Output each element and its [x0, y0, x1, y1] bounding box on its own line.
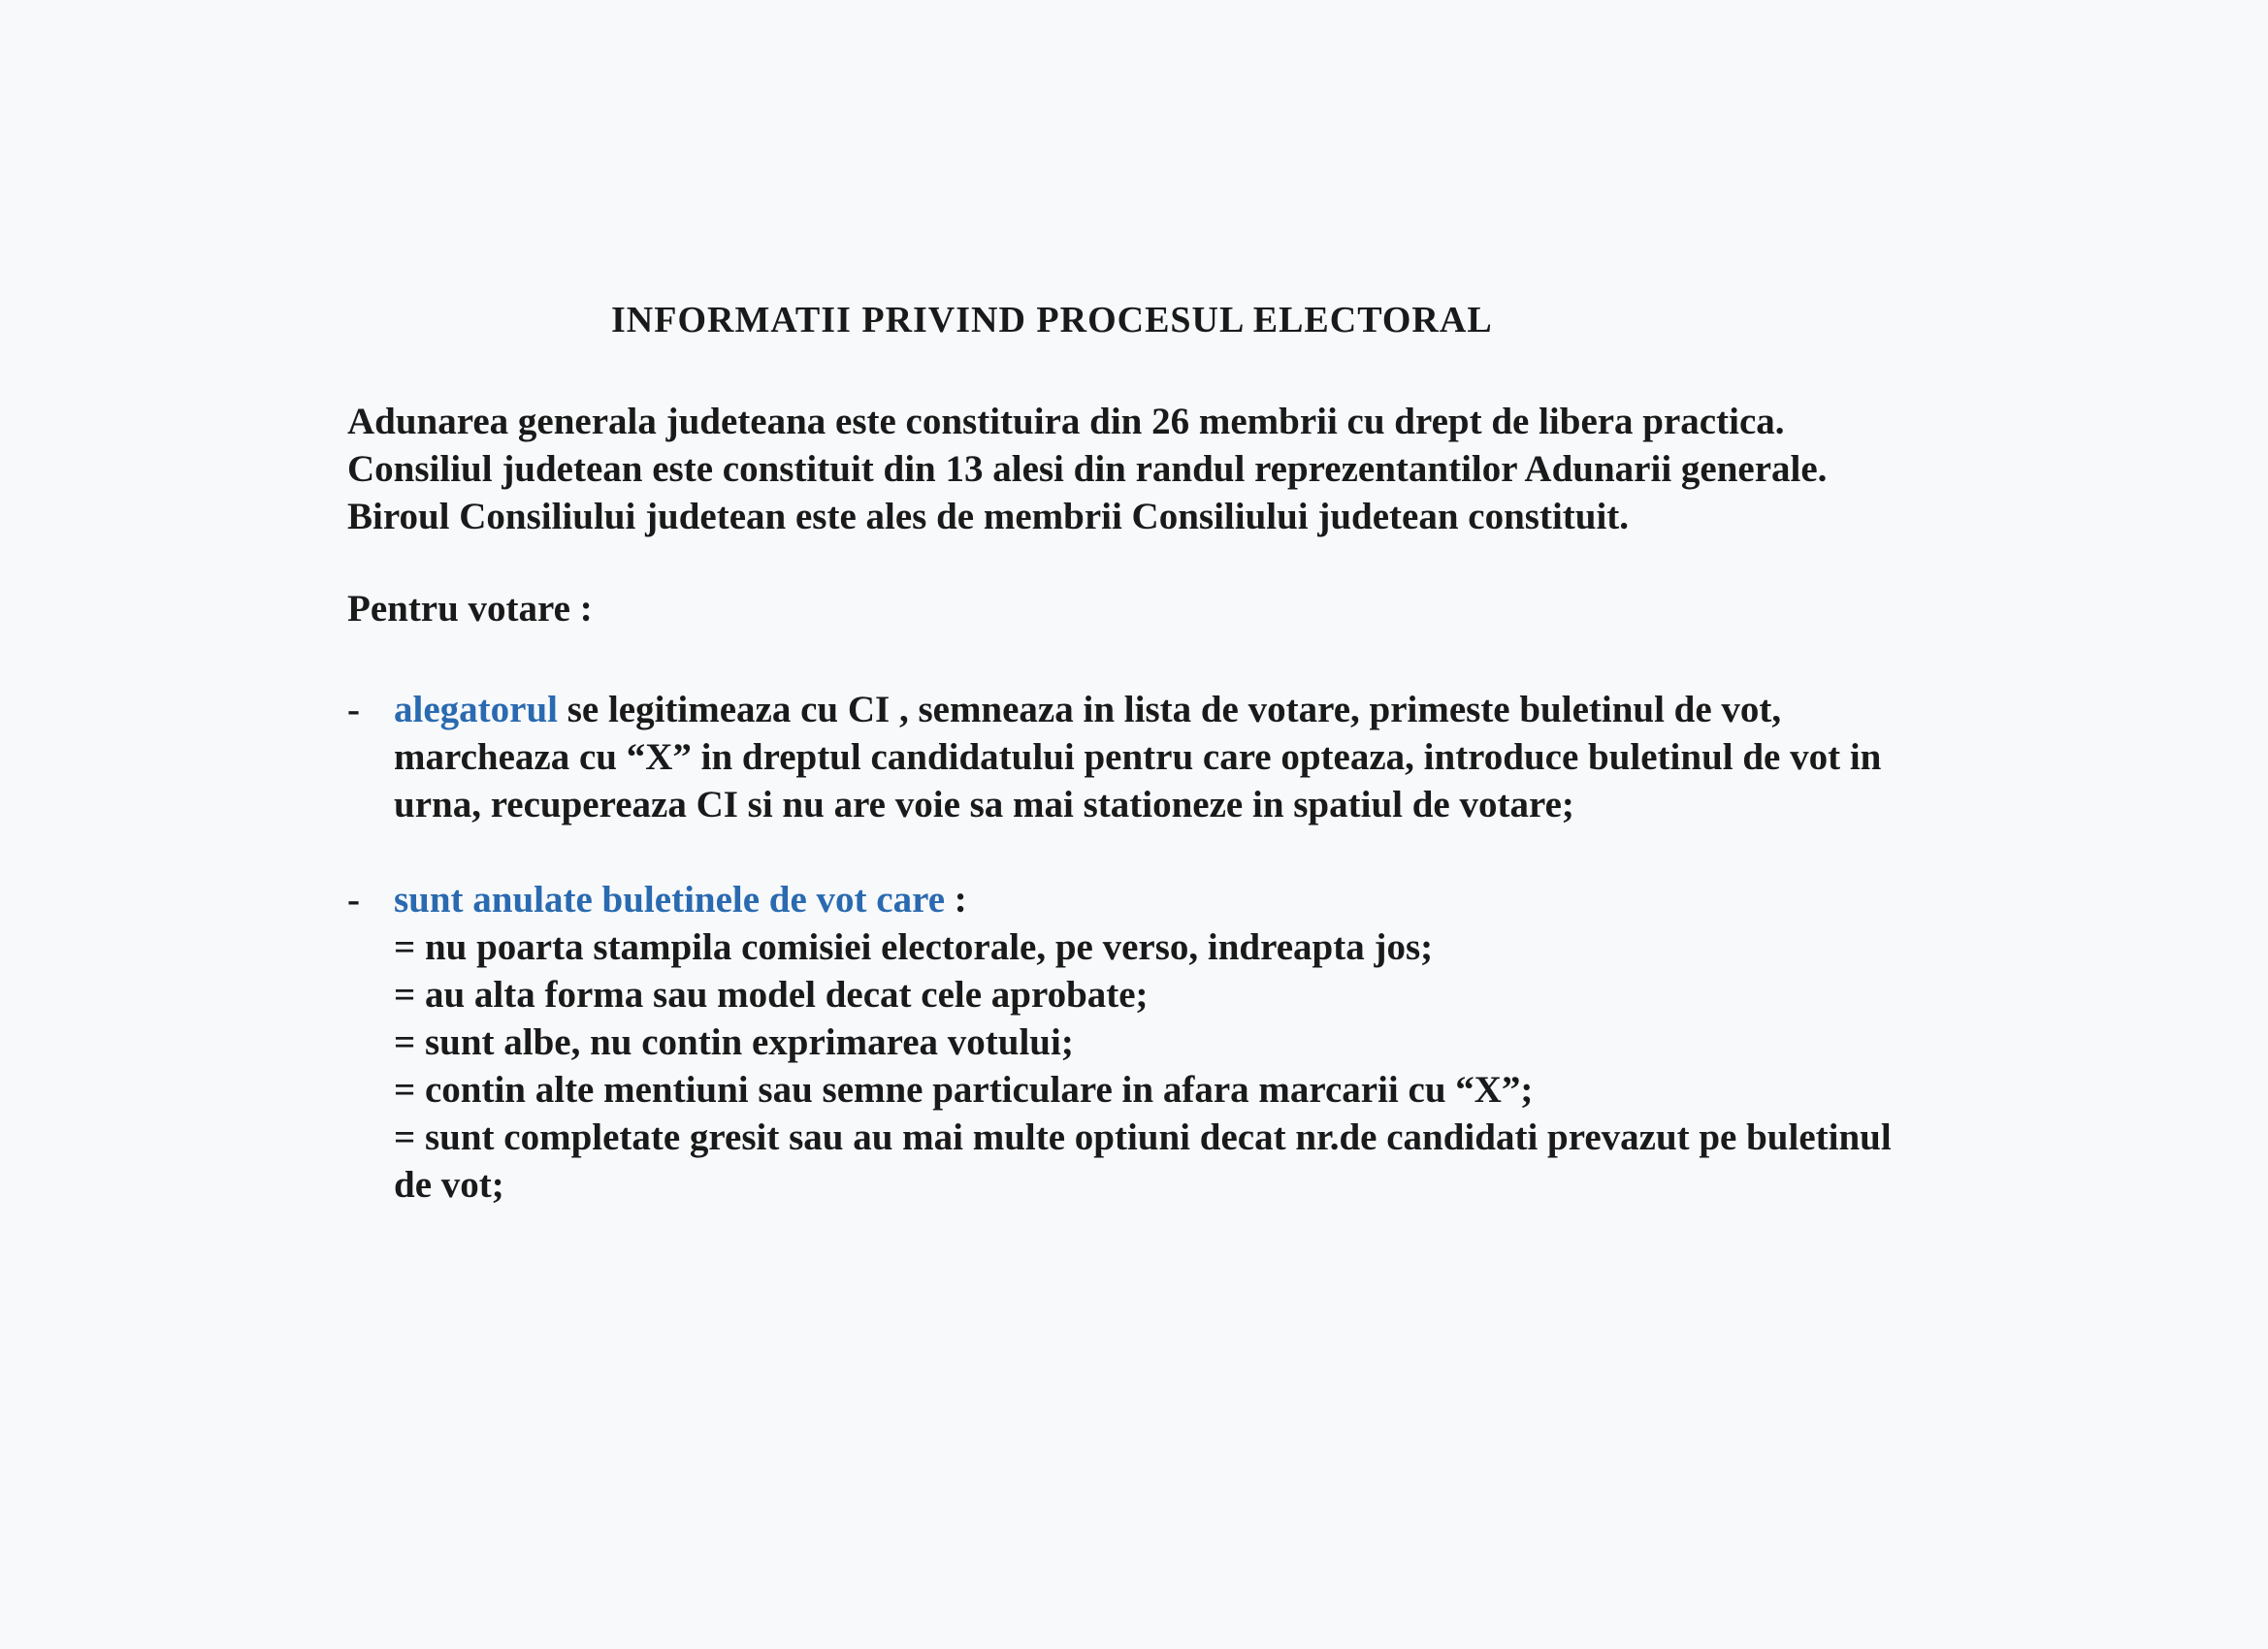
voter-line: marcheaza cu “X” in dreptul candidatului pentru care opteaza, introduce buletinul de vot in [394, 736, 1882, 778]
annulled-item: = au alta forma sau model decat cele aprobate; [394, 974, 1149, 1016]
intro-line: Adunarea generala judeteana este constituira din 26 membrii cu drept de libera practica. [347, 401, 1785, 442]
intro-line: Biroul Consiliului judetean este ales de membrii Consiliului judetean constituit. [347, 496, 1630, 537]
voter-line: urna, recupereaza CI si nu are voie sa mai stationeze in spatiul de votare; [394, 784, 1574, 825]
annulled-lead-suffix: : [945, 879, 967, 921]
annulled-bullet-text [394, 876, 2140, 1209]
annulled-lead: sunt anulate buletinele de vot care [394, 879, 946, 921]
bullet-dash: - [347, 689, 360, 730]
bullet-dash: - [347, 879, 360, 921]
annulled-item: = contin alte mentiuni sau semne particulare in afara marcarii cu “X”; [394, 1069, 1534, 1111]
voter-bullet-text [394, 686, 2140, 828]
annulled-heading [394, 876, 2140, 923]
voter-line [394, 686, 2140, 733]
annulled-item: de vot; [394, 1164, 504, 1206]
intro-paragraph [347, 398, 1827, 540]
intro-line: Consiliul judetean este constituit din 13 alesi din randul reprezentantilor Adunarii generale. [347, 448, 1828, 490]
annulled-item: = sunt completate gresit sau au mai multe optiuni decat nr.de candidati prevazut pe buletinul [394, 1116, 1892, 1158]
annulled-item: = sunt albe, nu contin exprimarea votului; [394, 1021, 1074, 1063]
voter-lead: alegatorul [394, 689, 558, 730]
voter-line1-rest: se legitimeaza cu CI , semneaza in lista de votare, primeste buletinul de vot, [557, 689, 1782, 730]
document-title: INFORMATII PRIVIND PROCESUL ELECTORAL [611, 300, 1493, 340]
voting-subheading: Pentru votare : [347, 588, 593, 630]
annulled-item: = nu poarta stampila comisiei electorale, pe verso, indreapta jos; [394, 926, 1434, 968]
